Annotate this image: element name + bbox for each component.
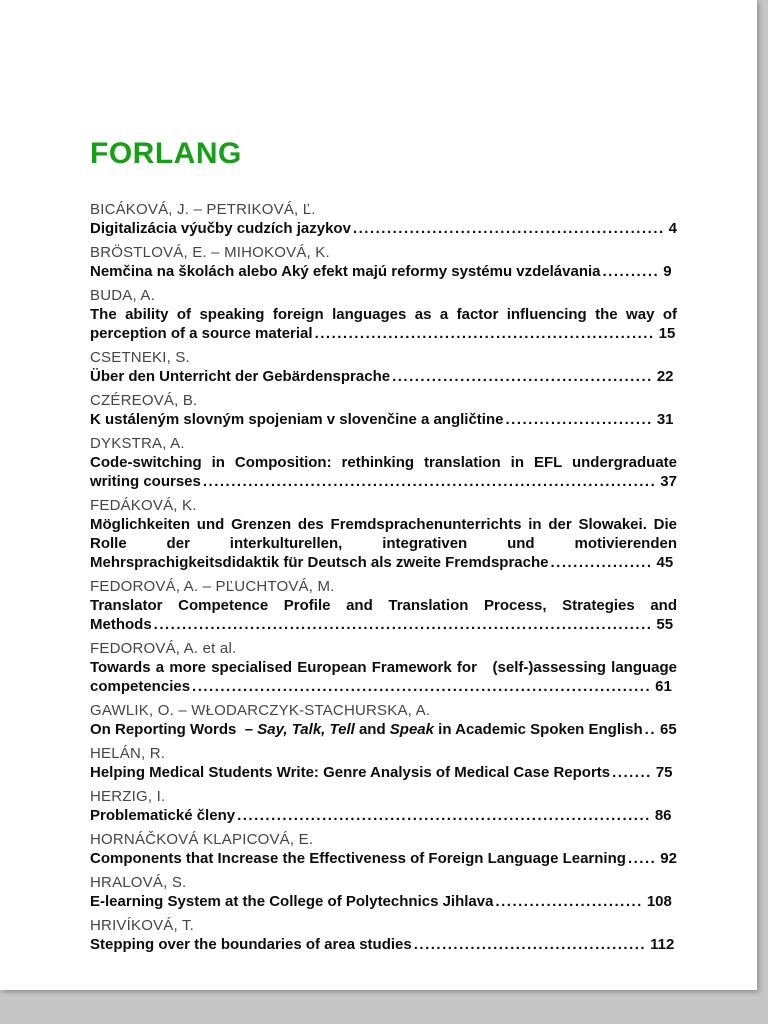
dot-leader: ..... bbox=[627, 850, 657, 867]
toc-entry-title-line bbox=[90, 892, 677, 911]
toc-page-number: 112 bbox=[650, 936, 675, 953]
toc-page-number: 15 bbox=[658, 325, 676, 342]
dot-leader: ............................................................ bbox=[314, 325, 655, 342]
dot-leader: ....... bbox=[612, 764, 652, 781]
toc-entry-title: Translator Competence Profile and Translation Process, Strategies and Methods bbox=[90, 597, 677, 633]
toc-entry bbox=[90, 243, 677, 281]
document-title: FORLANG bbox=[90, 137, 242, 170]
toc-page-number: 92 bbox=[660, 850, 677, 867]
dot-leader: .. bbox=[644, 721, 657, 738]
dot-leader: .......... bbox=[602, 263, 660, 280]
toc-entry-title-line bbox=[90, 305, 677, 343]
toc-entry-title: On Reporting Words – Say, Talk, Tell and Speak in Academic Spoken English bbox=[90, 721, 643, 738]
toc-entry-authors: CSETNEKI, S. bbox=[90, 349, 190, 366]
toc-entry-title-line bbox=[90, 658, 677, 696]
toc-entry bbox=[90, 873, 677, 911]
toc-entry bbox=[90, 348, 677, 386]
toc-entry-authors: CZÉREOVÁ, B. bbox=[90, 392, 198, 409]
toc-entry-title-line bbox=[90, 219, 677, 238]
toc-entry bbox=[90, 744, 677, 782]
toc-entry-title-line bbox=[90, 935, 677, 954]
toc-entry-authors: HORNÁČKOVÁ KLAPICOVÁ, E. bbox=[90, 831, 314, 848]
toc-list bbox=[90, 200, 677, 954]
toc-entry-title-line bbox=[90, 515, 677, 572]
toc-entry bbox=[90, 496, 677, 572]
toc-entry-authors: FEDOROVÁ, A. et al. bbox=[90, 640, 237, 657]
dot-leader: .............................................. bbox=[392, 368, 653, 385]
toc-entry bbox=[90, 391, 677, 429]
toc-entry bbox=[90, 286, 677, 343]
toc-entry-title-line bbox=[90, 596, 677, 634]
dot-leader: ......................................... bbox=[413, 936, 647, 953]
toc-page-number: 61 bbox=[655, 678, 672, 695]
toc-entry-authors: HRIVÍKOVÁ, T. bbox=[90, 917, 195, 934]
toc-entry-title-line bbox=[90, 763, 677, 782]
toc-entry-title: Code-switching in Composition: rethinking translation in EFL undergraduate writing courses bbox=[90, 454, 677, 490]
toc-entry bbox=[90, 787, 677, 825]
toc-page-number: 22 bbox=[656, 368, 674, 385]
toc-entry-title: Möglichkeiten und Grenzen des Fremdsprachenunterrichts in der Slowakei. Die Rolle der interkulturellen, integrativen und motivierenden Mehrsprachigkeitsdidaktik für Deutsch als zweite Fremdsprache bbox=[90, 516, 677, 571]
toc-entry-title: K ustáleným slovným spojeniam v slovenčine a angličtine bbox=[90, 411, 504, 428]
toc-entry-authors: HELÁN, R. bbox=[90, 745, 166, 762]
toc-entry-title-line bbox=[90, 410, 677, 429]
toc-entry-authors: FEDÁKOVÁ, K. bbox=[90, 497, 197, 514]
toc-entry-authors: BUDA, A. bbox=[90, 287, 155, 304]
dot-leader: ................................................................................ bbox=[202, 473, 657, 490]
toc-entry bbox=[90, 916, 677, 954]
toc-page-number: 55 bbox=[656, 616, 674, 633]
toc-entry bbox=[90, 701, 677, 739]
toc-entry bbox=[90, 200, 677, 238]
toc-entry-title: Stepping over the boundaries of area studies bbox=[90, 936, 412, 953]
toc-page-number: 65 bbox=[660, 721, 677, 738]
toc-entry-title-line bbox=[90, 453, 677, 491]
toc-page-number: 108 bbox=[646, 893, 672, 910]
toc-entry-authors: HERZIG, I. bbox=[90, 788, 166, 805]
toc-entry-title: The ability of speaking foreign languages as a factor influencing the way of perception of a source material bbox=[90, 306, 677, 342]
dot-leader: .......................... bbox=[495, 893, 643, 910]
toc-entry-title-line bbox=[90, 806, 677, 825]
toc-entry-title-line bbox=[90, 367, 677, 386]
toc-page-number: 4 bbox=[668, 220, 677, 237]
toc-entry-authors: DYKSTRA, A. bbox=[90, 435, 185, 452]
toc-entry bbox=[90, 434, 677, 491]
toc-entry-title: Towards a more specialised European Framework for (self-)assessing language competencies bbox=[90, 659, 677, 695]
toc-entry-authors: BICÁKOVÁ, J. – PETRIKOVÁ, Ľ. bbox=[90, 201, 316, 218]
toc-entry bbox=[90, 639, 677, 696]
toc-entry-title-line bbox=[90, 262, 677, 281]
toc-entry-authors: BRÖSTLOVÁ, E. – MIHOKOVÁ, K. bbox=[90, 244, 330, 261]
toc-entry-title: E-learning System at the College of Polytechnics Jihlava bbox=[90, 893, 494, 910]
toc-entry-title-line bbox=[90, 720, 677, 739]
toc-page-number: 86 bbox=[654, 807, 672, 824]
dot-leader: ........................................................................................ bbox=[153, 616, 653, 633]
toc-entry-title: Problematické členy bbox=[90, 807, 236, 824]
toc-entry bbox=[90, 577, 677, 634]
toc-entry-title: Digitalizácia výučby cudzích jazykov bbox=[90, 220, 351, 237]
dot-leader: ....................................................... bbox=[352, 220, 665, 237]
dot-leader: ................................................................................. bbox=[192, 678, 652, 695]
toc-entry-title: Helping Medical Students Write: Genre Analysis of Medical Case Reports bbox=[90, 764, 611, 781]
toc-entry-title: Über den Unterricht der Gebärdensprache bbox=[90, 368, 391, 385]
toc-entry-title: Components that Increase the Effectiveness of Foreign Language Learning bbox=[90, 850, 626, 867]
toc-entry-authors: FEDOROVÁ, A. – PĽUCHTOVÁ, M. bbox=[90, 578, 335, 595]
toc-entry bbox=[90, 830, 677, 868]
toc-entry-authors: GAWLIK, O. – WŁODARCZYK-STACHURSKA, A. bbox=[90, 702, 431, 719]
toc-entry-title-line bbox=[90, 849, 677, 868]
toc-page-number: 37 bbox=[660, 473, 677, 490]
dot-leader: .................. bbox=[550, 554, 653, 571]
toc-entry-title: Nemčina na školách alebo Aký efekt majú reformy systému vzdelávania bbox=[90, 263, 601, 280]
toc-page-number: 45 bbox=[656, 554, 674, 571]
dot-leader: ......................................................................... bbox=[237, 807, 651, 824]
toc-page-number: 9 bbox=[663, 263, 672, 280]
toc-page-number: 75 bbox=[655, 764, 673, 781]
toc-entry-authors: HRALOVÁ, S. bbox=[90, 874, 187, 891]
dot-leader: .......................... bbox=[505, 411, 653, 428]
toc-page-number: 31 bbox=[656, 411, 674, 428]
